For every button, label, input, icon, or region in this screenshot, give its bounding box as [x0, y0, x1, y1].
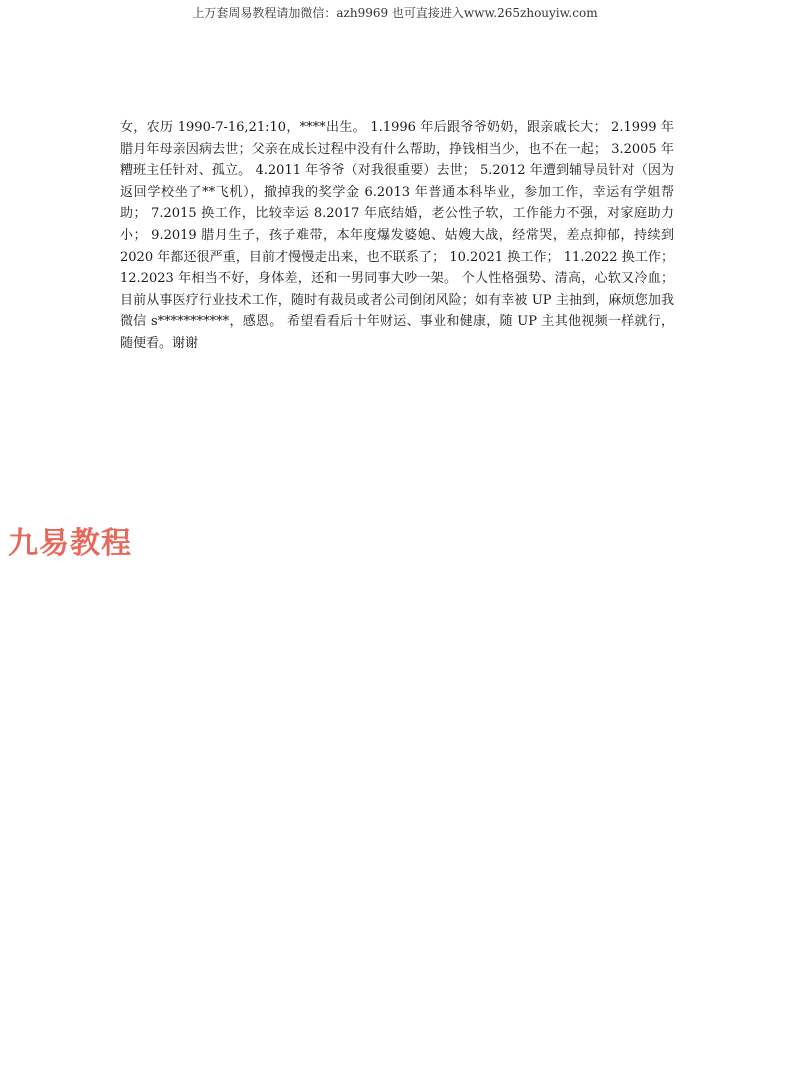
document-paragraph: 女，农历 1990-7-16,21:10，****出生。 1.1996 年后跟爷爷奶奶，跟亲戚长大； 2.1999 年腊月年母亲因病去世；父亲在成长过程中没有什么帮助，挣钱相当少，也不在一起； 3.2005 年糟班主任针对、孤立。 4.2011 年爷爷（对我很重要）去世； 5.2012 年遭到辅导员针对（因为返回学校坐了**飞机），撤掉我的奖学金 6.2013 年普通本科毕业，参加工作，幸运有学姐帮助； 7.2015 换工作，比较幸运 8.2017 年底结婚，老公性子软，工作能力不强，对家庭助力小； 9.2019 腊月生子，孩子难带，本年度爆发婆媳、姑嫂大战，经常哭，差点抑郁，持续到 2020 年都还很严重，目前才慢慢走出来，也不联系了； 10.2021 换工作； 11.2022 换工作； 12.2023 年相当不好，身体差，还和一男同事大吵一架。 个人性格强势、清高，心软又冷血；目前从事医疗行业技术工作，随时有裁员或者公司倒闭风险；如有幸被 UP 主抽到，麻烦您加我微信 s***********，感恩。 希望看看后十年财运、事业和健康，随 UP 主其他视频一样就行，随便看。谢谢 [120, 120, 674, 351]
watermark-logo: 九易教程 [8, 526, 132, 561]
header-banner: 上万套周易教程请加微信：azh9969 也可直接进入www.265zhouyiw.com [192, 6, 598, 20]
